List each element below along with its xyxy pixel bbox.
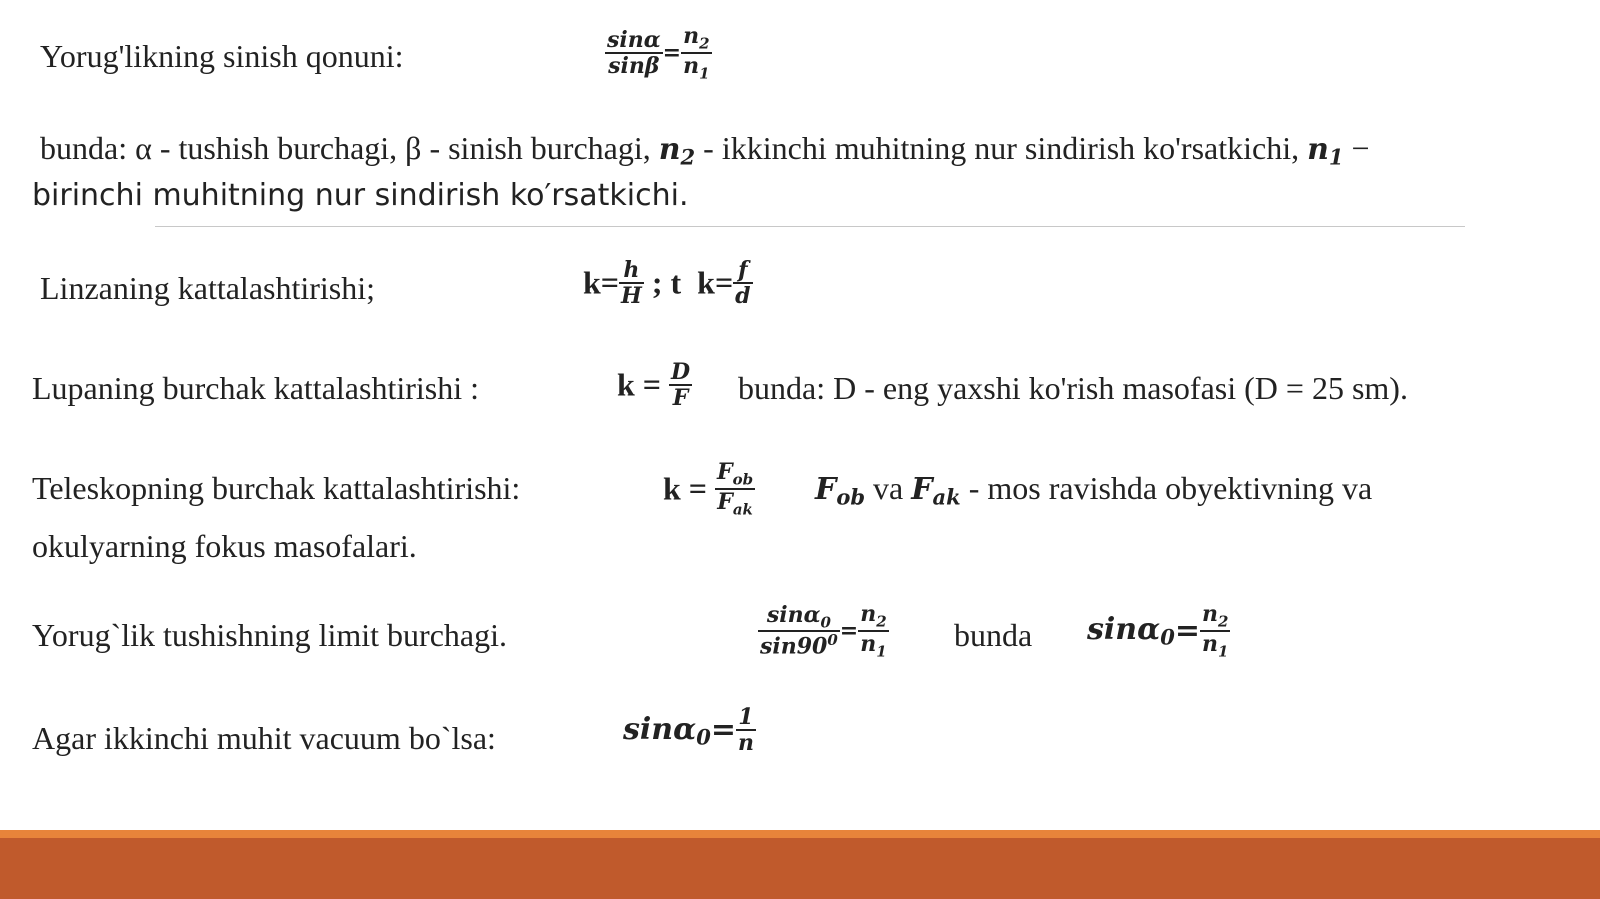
- limit-angle-label: Yorug`lik tushishning limit burchagi.: [32, 617, 507, 653]
- Fob-symbol: Fob: [815, 472, 866, 510]
- fraction-sin-alpha-over-sin-beta: $\frac{\sin\alpha}{\sin\beta}$: [607, 26, 661, 79]
- fraction-n2-over-n1-sine: $\frac{n_2}{n_1}$: [1201, 601, 1229, 661]
- law-of-refraction-label: Yorug'likning sinish qonuni:: [40, 38, 404, 74]
- footer-band: [0, 838, 1600, 899]
- fraction-D-over-F: $\frac{D}{F}$: [671, 359, 691, 412]
- telescope-formula: k = $\frac{F_{ob}}{F_{ak}}$: [663, 459, 754, 519]
- fraction-n2-over-n1-limit: $\frac{n_2}{n_1}$: [860, 601, 887, 661]
- telescope-description: Fob va Fak - mos ravishda obyektivning va: [815, 470, 1373, 510]
- n2-symbol: n2: [658, 132, 696, 170]
- refraction-description-continued: birinchi muhitning nur sindirish ko′rsatkichi.: [32, 178, 689, 213]
- vacuum-case-label: Agar ikkinchi muhit vacuum bo`lsa:: [32, 720, 496, 756]
- limit-angle-bunda: bunda: [954, 617, 1033, 653]
- fraction-h-over-H: $\frac{h}{H}$: [621, 257, 642, 310]
- fraction-f-over-d: $\frac{f}{d}$: [735, 257, 751, 310]
- Fak-symbol: Fak: [911, 472, 961, 510]
- magnifier-formula: k = $\frac{D}{F}$: [617, 359, 691, 412]
- magnifier-description: bunda: D - eng yaxshi ko'rish masofasi (D = 25 sm).: [738, 370, 1408, 406]
- fraction-Fob-over-Fak: $\frac{F_{ob}}{F_{ak}}$: [717, 459, 754, 519]
- fraction-sin-alpha0-over-sin90: $\frac{\sin\alpha_0}{\sin 90^0}$: [760, 601, 838, 660]
- telescope-angular-magnification-label: Teleskopning burchak kattalashtirishi:: [32, 470, 521, 506]
- telescope-description-continued: okulyarning fokus masofalari.: [32, 528, 417, 564]
- refraction-formula: $\frac{\sin\alpha}{\sin\beta}$ = $\frac{n_2}{n_1}$: [607, 23, 710, 83]
- n1-symbol: n1: [1307, 132, 1344, 170]
- lens-magnification-formula: k= $\frac{h}{H}$ ; t k= $\frac{f}{d}$: [583, 257, 751, 310]
- lens-magnification-label: Linzaning kattalashtirishi;: [40, 270, 376, 306]
- limit-angle-formula: $\frac{\sin\alpha_0}{\sin 90^0}$ = $\frac{n_2}{n_1}$: [760, 601, 887, 661]
- refraction-description: bunda: α - tushish burchagi, β - sinish burchagi, n2 - ikkinchi muhitning nur sindirish ko'rsatkichi, n1 −: [40, 130, 1370, 170]
- fraction-n2-over-n1: $\frac{n_2}{n_1}$: [683, 23, 710, 83]
- vacuum-case-formula: sinα0= $\frac{1}{n}$: [623, 704, 754, 757]
- magnifier-angular-magnification-label: Lupaning burchak kattalashtirishi :: [32, 370, 479, 406]
- limit-angle-sine-formula: sinα0= $\frac{n_2}{n_1}$: [1087, 601, 1229, 661]
- divider-line: [155, 226, 1465, 227]
- footer-accent-line: [0, 830, 1600, 838]
- fraction-1-over-n: $\frac{1}{n}$: [737, 704, 754, 757]
